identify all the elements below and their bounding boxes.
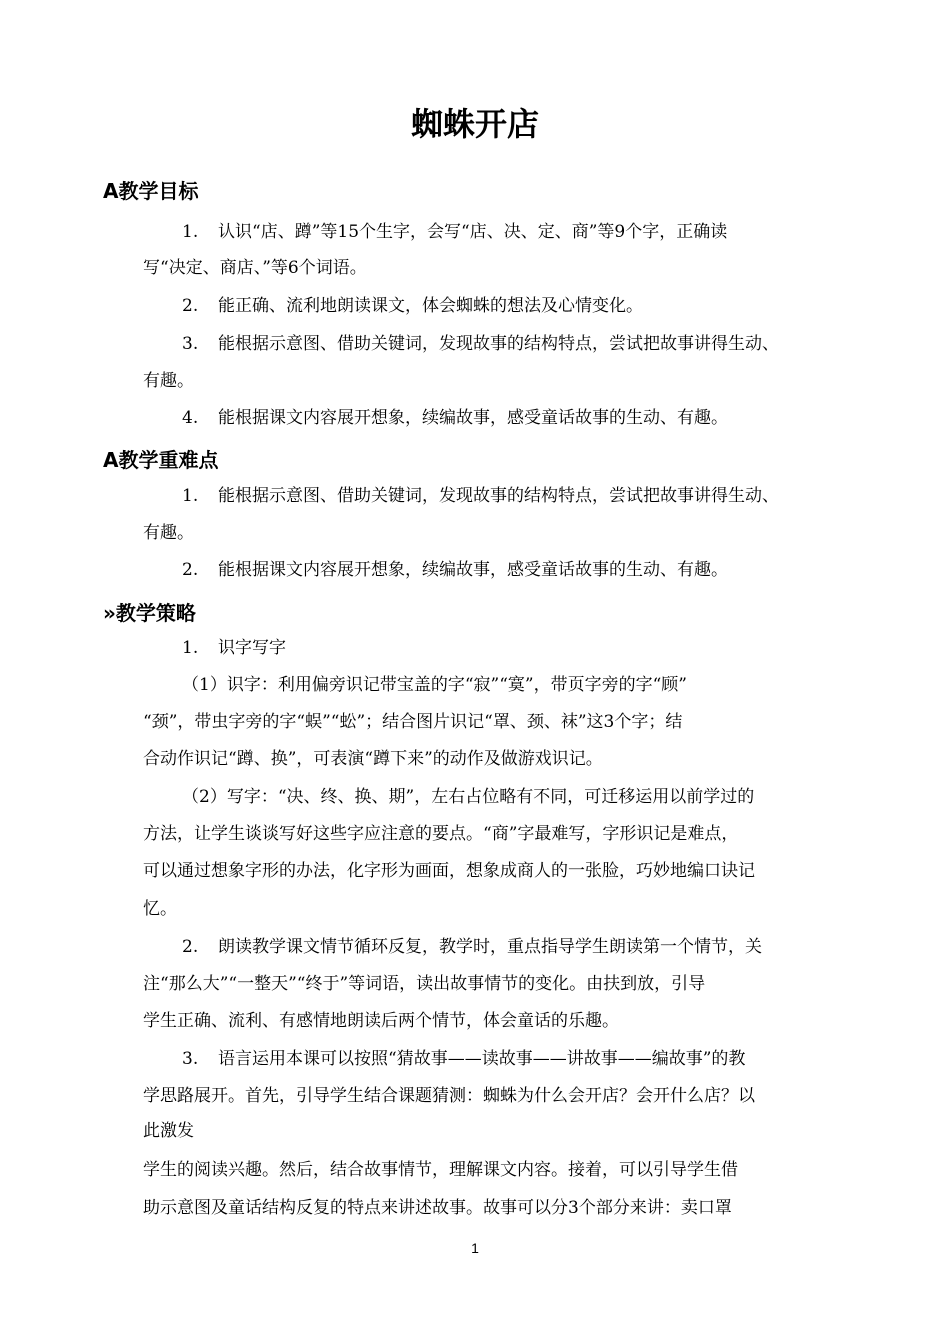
strategy-2-line-1: 2. 朗读教学课文情节循环反复，教学时，重点指导学生朗读第一个情节，关 bbox=[182, 937, 762, 957]
objective-3-line-1: 3. 能根据示意图、借助关键词，发现故事的结构特点，尝试把故事讲得生动、 bbox=[182, 334, 779, 354]
section-heading-strategies: »教学策略 bbox=[103, 601, 196, 625]
literacy-line-3: 合动作识记“蹲、换”，可表演“蹲下来”的动作及做游戏识记。 bbox=[143, 749, 603, 769]
section-heading-key-points: A教学重难点 bbox=[103, 448, 219, 472]
strategy-3-line-3: 此激发 bbox=[143, 1121, 194, 1141]
section-heading-objectives: A教学目标 bbox=[103, 179, 199, 203]
writing-line-2: 方法，让学生谈谈写好这些字应注意的要点。“商”字最难写，字形识记是难点， bbox=[143, 824, 739, 844]
literacy-line-2: “颈”，带虫字旁的字“蜈”“蚣”；结合图片识记“罩、颈、袜”这3个字；结 bbox=[143, 712, 683, 732]
objective-4: 4. 能根据课文内容展开想象，续编故事，感受童话故事的生动、有趣。 bbox=[182, 408, 728, 428]
strategy-3-line-4: 学生的阅读兴趣。然后，结合故事情节，理解课文内容。接着，可以引导学生借 bbox=[143, 1160, 738, 1180]
strategy-3-line-1: 3. 语言运用本课可以按照“猜故事——读故事——讲故事——编故事”的教 bbox=[182, 1049, 746, 1069]
strategy-1-heading: 1. 识字写字 bbox=[182, 638, 286, 658]
writing-line-3: 可以通过想象字形的办法，化字形为画面，想象成商人的一张脸，巧妙地编口诀记 bbox=[143, 861, 755, 881]
strategy-2-line-2: 注“那么大”“一整天”“终于”等词语，读出故事情节的变化。由扶到放，引导 bbox=[143, 974, 706, 994]
writing-line-4: 忆。 bbox=[143, 899, 177, 919]
page-number: 1 bbox=[471, 1240, 479, 1256]
objective-3-line-2: 有趣。 bbox=[143, 371, 194, 391]
document-title: 蜘蛛开店 bbox=[410, 105, 539, 143]
objective-1-line-1: 1. 认识“店、蹲”等15个生字，会写“店、决、定、商”等9个字，正确读 bbox=[182, 222, 728, 242]
strategy-3-line-2: 学思路展开。首先，引导学生结合课题猜测：蜘蛛为什么会开店？会开什么店？以 bbox=[143, 1086, 755, 1106]
key-point-1-line-2: 有趣。 bbox=[143, 523, 194, 543]
key-point-1-line-1: 1. 能根据示意图、借助关键词，发现故事的结构特点，尝试把故事讲得生动、 bbox=[182, 486, 779, 506]
literacy-line-1: （1）识字：利用偏旁识记带宝盖的字“寂”“寞”，带页字旁的字“顾” bbox=[182, 675, 687, 695]
strategy-3-line-5: 助示意图及童话结构反复的特点来讲述故事。故事可以分3个部分来讲：卖口罩 bbox=[143, 1198, 732, 1218]
objective-1-line-2: 写“决定、商店、”等6个词语。 bbox=[143, 258, 367, 278]
strategy-2-line-3: 学生正确、流利、有感情地朗读后两个情节，体会童话的乐趣。 bbox=[143, 1011, 619, 1031]
writing-line-1: （2）写字：“决、终、换、期”，左右占位略有不同，可迁移运用以前学过的 bbox=[182, 787, 755, 807]
key-point-2: 2. 能根据课文内容展开想象，续编故事，感受童话故事的生动、有趣。 bbox=[182, 560, 728, 580]
objective-2: 2. 能正确、流利地朗读课文，体会蜘蛛的想法及心情变化。 bbox=[182, 296, 643, 316]
